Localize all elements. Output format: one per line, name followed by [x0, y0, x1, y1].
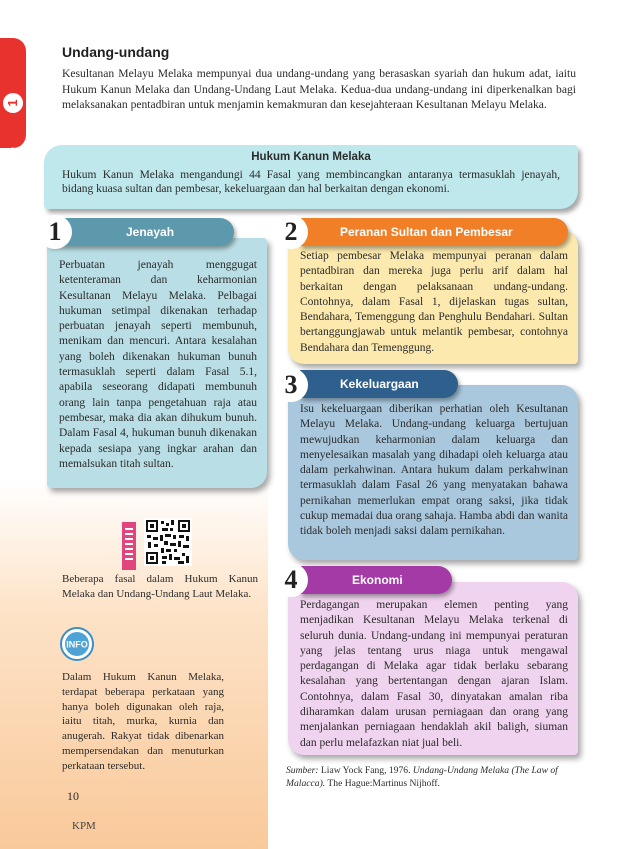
kekeluargaan-number: 3: [274, 368, 308, 402]
jenayah-header: [48, 218, 234, 246]
ekonomi-number: 4: [274, 563, 308, 597]
section-intro: Kesultanan Melayu Melaka mempunyai dua undang-undang yang berasaskan syariah dan hukum adat, iaitu Hukum Kanun Melaka dan Undang-Undang Laut Melaka. Kedua-dua undang-undang ini diperkenalkan bagi melaksanakan pentadbiran untuk menjamin kemakmuran dan kesejahteraan Kesultanan Melayu Melaka.: [62, 67, 576, 111]
chapter-number: 1: [3, 93, 23, 113]
ekonomi-text: Perdagangan merupakan elemen penting yang menjadikan Kesultanan Melayu Melaka terkenal di seluruh dunia. Undang-undang ini mempunyai peraturan yang jelas tentang urus niaga untuk mengawal perdagangan di Melaka agar tidak berlaku sebarang kesalahan yang bertentangan dengan ajaran Islam. Contohnya, dalam Fasal 30, dinyatakan amalan riba diharamkan dalam urusan perniagaan dan orang yang menjalankan perniagaan hendaklah akil baligh, siuman dan perlu melafazkan niat jual beli.: [300, 599, 568, 749]
peranan-text: Setiap pembesar Melaka mempunyai peranan dalam pentadbiran dan mereka juga perlu arif dalam hal berkaitan dengan pelaksanaan undang-undang. Contohnya, dalam Fasal 1, dijelaskan tugas sultan, Bendahara, Temenggung dan Penghulu Bendahari. Sultan bertanggungjawab untuk melantik pembesar, contohnya Bendahara dan Temenggung.: [300, 250, 568, 354]
qr-tag-icon: [122, 522, 136, 570]
ekonomi-header: [300, 566, 452, 594]
info-icon-label: INFO: [66, 639, 88, 650]
source-author: Liaw Yock Fang, 1976.: [320, 765, 411, 776]
peranan-title: Peranan Sultan dan Pembesar: [340, 225, 513, 239]
kekeluargaan-header: [300, 370, 458, 398]
jenayah-number: 1: [38, 215, 72, 249]
kekeluargaan-title: Kekeluargaan: [340, 377, 419, 391]
hukum-kanun-box: [44, 145, 578, 209]
info-icon: [60, 627, 94, 661]
hukum-kanun-text: Hukum Kanun Melaka mengandungi 44 Fasal yang membincangkan antaranya termasuklah jenayah, bidang kuasa sultan dan pembesar, kekeluargaan dan hal berkaitan dengan ekonomi.: [62, 169, 560, 195]
ekonomi-title: Ekonomi: [352, 573, 403, 587]
publisher-mark: KPM: [72, 820, 96, 832]
source-label: Sumber:: [286, 765, 319, 776]
chapter-tab: [0, 38, 26, 174]
jenayah-box: [47, 238, 267, 488]
peranan-box: [288, 230, 578, 364]
qr-code-block[interactable]: [122, 518, 190, 572]
hukum-kanun-title: Hukum Kanun Melaka: [251, 151, 371, 163]
jenayah-title: Jenayah: [126, 225, 175, 239]
jenayah-text: Perbuatan jenayah menggugat ketenteraman dan keharmonian Kesultanan Melayu Melaka. Pelbagai hukuman setimpal dikenakan terhadap perbuatan jenayah seperti membunuh, menikam dan mencuri. Antara kesalahan yang boleh dikenakan hukuman bunuh termasuklah seperti dalam Fasal 5.1, apabila seseorang didapati membunuh orang lain tanpa pengetahuan raja atau pembesar, maka dia akan dihukum bunuh. Dalam Fasal 4, hukuman bunuh dikenakan kepada sesiapa yang ingkar arahan dan memalsukan titah sultan.: [59, 259, 257, 470]
source-title: Undang-Undang Melaka (The Law of Malacca).: [286, 765, 558, 789]
chapter-label: BAB: [4, 146, 18, 174]
peranan-number: 2: [274, 215, 308, 249]
kekeluargaan-box: [288, 385, 578, 560]
ekonomi-box: [288, 582, 578, 755]
info-note-text: Dalam Hukum Kanun Melaka, terdapat beberapa perkataan yang hanya boleh digunakan oleh raja, iaitu titah, murka, kurnia dan anugerah. Rakyat tidak dibenarkan mempersendakan dan menuturkan perkataan tersebut.: [62, 671, 224, 772]
kekeluargaan-text: Isu kekeluargaan diberikan perhatian oleh Kesultanan Melayu Melaka. Undang-undang keluarga bertujuan mewujudkan keharmonian dalam keluarga dan menyelesaikan masalah yang dihadapi oleh keluarga atau dalam perkahwinan. Antara hukum dalam perkahwinan termasuklah dalam Fasal 26 yang menyatakan bahawa pernikahan memerlukan empat orang saksi, jika tidak cukup memadai dua orang sahaja. Hamba abdi dan wanita tidak boleh menjadi saksi dalam pernikahan.: [300, 403, 568, 538]
peranan-header: [300, 218, 568, 246]
source-citation: [286, 765, 576, 790]
qr-caption: Beberapa fasal dalam Hukum Kanun Melaka dan Undang-Undang Laut Melaka.: [62, 573, 258, 600]
source-publisher: The Hague:Martinus Nijhoff.: [327, 777, 440, 789]
qr-code-icon[interactable]: [144, 518, 192, 566]
section-title: Undang-undang: [62, 44, 170, 60]
page-number: 10: [67, 789, 79, 803]
